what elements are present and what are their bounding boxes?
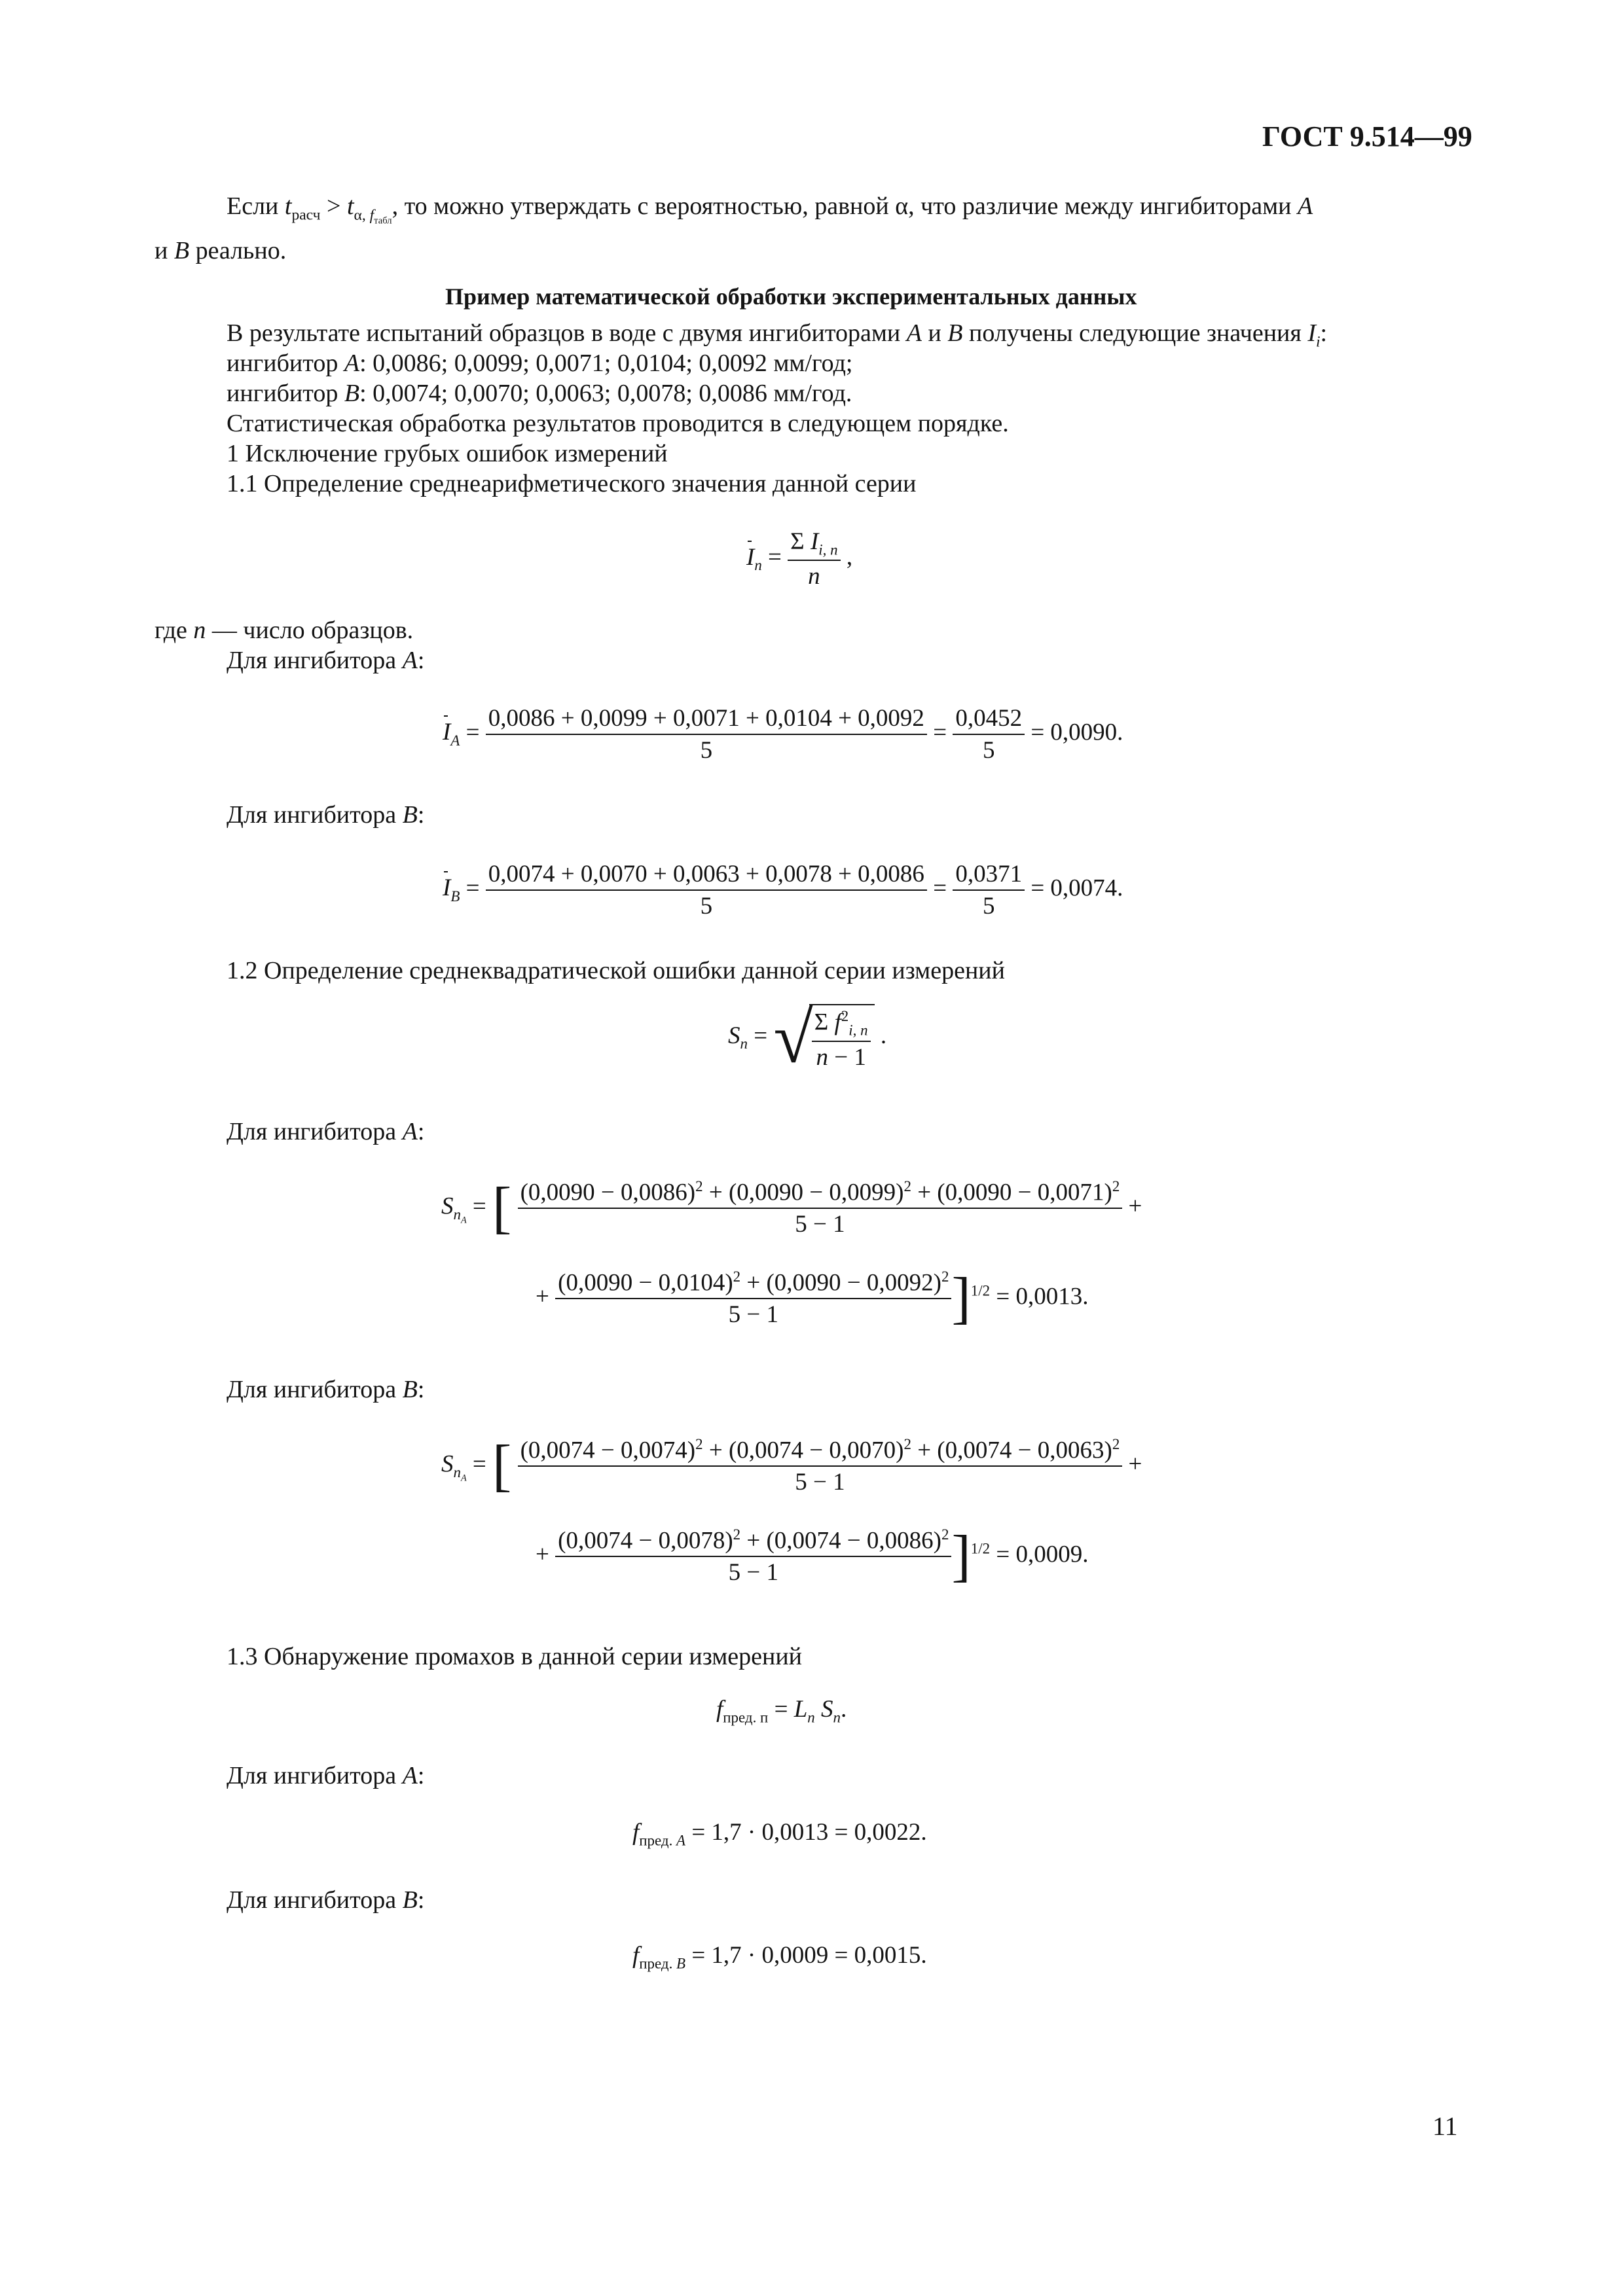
label-for-b-1: Для ингибитора B:	[227, 801, 425, 829]
heading-1-1: 1.1 Определение среднеарифметического значения данной серии	[227, 470, 917, 497]
heading-1-2: 1.2 Определение среднеквадратической ошибки данной серии измерений	[227, 957, 1005, 984]
intro-line-1: Если $t_{расч} > t_{\alpha, f_{табл}}$, то можно утверждать с вероятностью, равной α, что различие между ингибиторами A	[227, 192, 1313, 226]
heading-1-3: 1.3 Обнаружение промахов в данной серии измерений	[227, 1643, 803, 1670]
label-for-a-2: Для ингибитора A:	[227, 1118, 425, 1145]
label-for-b-2: Для ингибитора B:	[227, 1376, 425, 1403]
section-title: Пример математической обработки экспериментальных данных	[445, 283, 1137, 310]
formula-fpred-a: $f_{пред. A} = 1,7 \cdot 0,0013 = 0,0022$.	[632, 1819, 927, 1849]
formula-mean-a: $I_A$ = $\frac{0,0086 + 0,0099 + 0,0071 + 0,0104 + 0,0092}{5}$ = $\frac{0,0452}{5}$ = 0,0090.	[443, 705, 1123, 764]
paragraph-order: Статистическая обработка результатов проводится в следующем порядке.	[227, 410, 1009, 437]
paragraph-inhibitor-a: ингибитор A: 0,0086; 0,0099; 0,0071; 0,0104; 0,0092 мм/год;	[227, 350, 853, 377]
formula-s-a-line1: $S_{n_A}$ = [ $\frac{(0,0090 - 0,0086)^2 + (0,0090 - 0,0099)^2 + (0,0090 - 0,0071)^2}{5 - 1}$ +	[441, 1176, 1142, 1240]
formula-fpred-b: $f_{пред. B} = 1,7 \cdot 0,0009 = 0,0015$.	[632, 1942, 927, 1972]
formula-sn: $S_n$ = √ $\frac{\Sigma f^2_{i, n}}{n - 1}$ .	[728, 997, 887, 1078]
standard-header: ГОСТ 9.514—99	[1262, 120, 1472, 152]
formula-s-b-line1: $S_{n_A}$ = [ $\frac{(0,0074 - 0,0074)^2 + (0,0074 - 0,0070)^2 + (0,0074 - 0,0063)^2}{5 - 1}$ +	[441, 1434, 1142, 1498]
formula-s-b-line2: + $\frac{(0,0074 - 0,0078)^2 + (0,0074 - 0,0086)^2}{5 - 1}$ ]$^{1/2}$ = 0,0009.	[536, 1524, 1089, 1588]
formula-s-a-line2: + $\frac{(0,0090 - 0,0104)^2 + (0,0090 - 0,0092)^2}{5 - 1}$ ]$^{1/2}$ = 0,0013.	[536, 1266, 1089, 1331]
mean-b-numerator: 0,0074 + 0,0070 + 0,0063 + 0,0078 + 0,0086	[486, 860, 927, 891]
intro-line-2: и B реально.	[155, 237, 287, 264]
paragraph-inhibitor-b: ингибитор B: 0,0074; 0,0070; 0,0063; 0,0078; 0,0086 мм/год.	[227, 380, 852, 407]
formula-fpred: $f_{пред. п} = L_n$ $S_n$.	[716, 1696, 847, 1726]
formula-mean: $I_n$ = $\frac{\Sigma I_{i, n}}{n}$ ,	[746, 528, 853, 590]
formula-mean-b: $I_B$ = $\frac{0,0074 + 0,0070 + 0,0063 + 0,0078 + 0,0086}{5}$ = $\frac{0,0371}{5}$ = 0,0074.	[443, 861, 1123, 920]
page-number: 11	[1432, 2111, 1458, 2141]
mean-a-numerator: 0,0086 + 0,0099 + 0,0071 + 0,0104 + 0,0092	[486, 704, 927, 735]
heading-1: 1 Исключение грубых ошибок измерений	[227, 440, 668, 467]
label-for-b-3: Для ингибитора B:	[227, 1886, 425, 1914]
label-for-a-1: Для ингибитора A:	[227, 647, 425, 674]
label-for-a-3: Для ингибитора A:	[227, 1762, 425, 1789]
paragraph-results: В результате испытаний образцов в воде с двумя ингибиторами A и B получены следующие значения $I_i$:	[227, 319, 1328, 351]
where-n: где n — число образцов.	[155, 617, 414, 644]
